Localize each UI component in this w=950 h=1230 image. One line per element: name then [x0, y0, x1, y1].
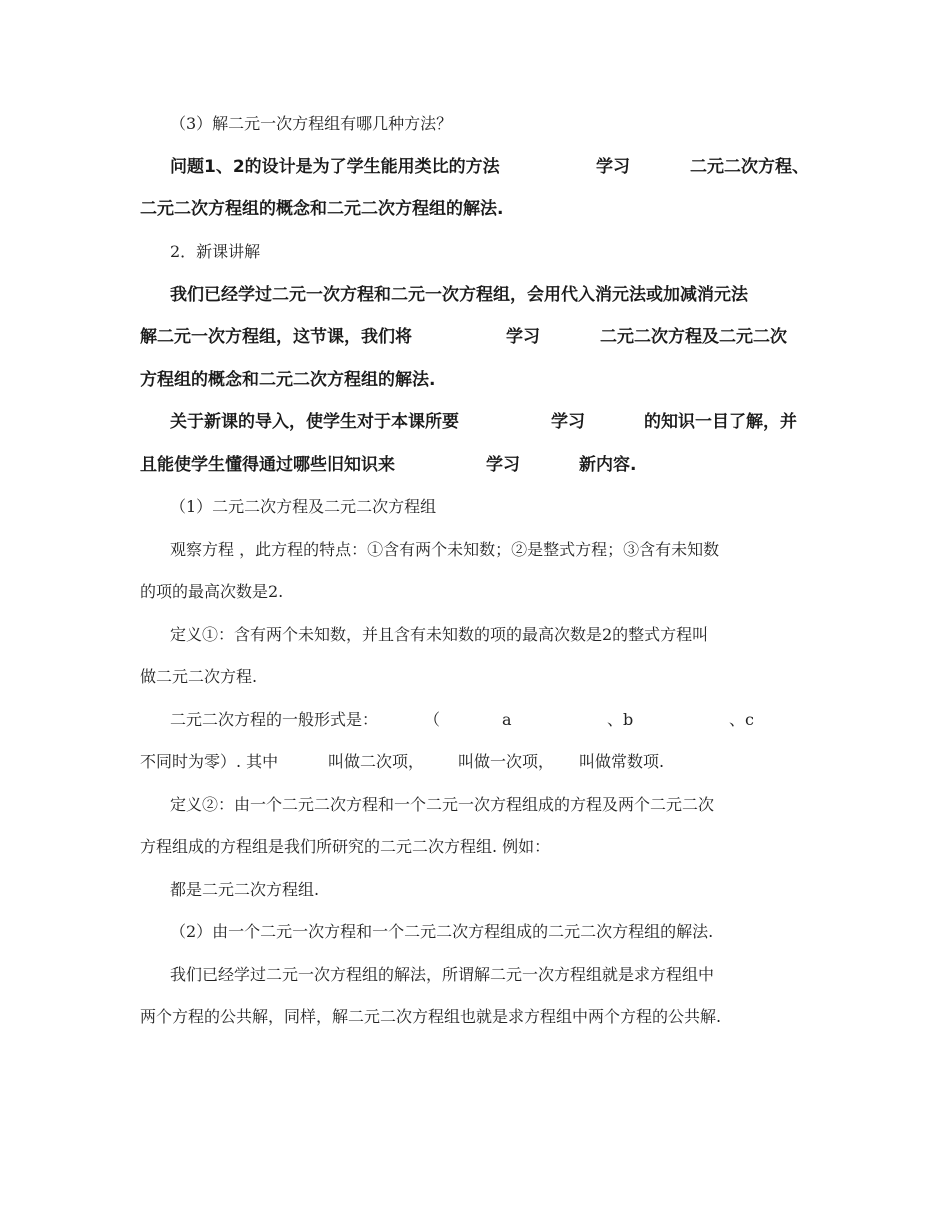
- para-lead-f: 新内容.: [579, 455, 637, 475]
- final-para-a: 我们已经学过二元一次方程组的解法，所谓解二元一次方程组就是求方程组中: [170, 965, 715, 984]
- general-form-g: 叫做二次项，: [328, 752, 425, 771]
- general-form-i: 叫做常数项.: [579, 752, 665, 771]
- para-design-c: 二元二次方程、: [690, 157, 809, 177]
- general-form-h: 叫做一次项，: [458, 752, 555, 771]
- definition-2-b: 方程组成的方程组是我们所研究的二元二次方程组. 例如：: [140, 837, 551, 856]
- section-new-lesson: 2．新课讲解: [170, 242, 261, 261]
- general-form-f: 不同时为零）. 其中: [140, 752, 279, 771]
- para-intro-b: 解二元一次方程组，这节课，我们将: [140, 327, 412, 347]
- definition-2-a: 定义②：由一个二元二次方程和一个二元一次方程组成的方程及两个二元二次: [170, 795, 715, 814]
- para-lead-c: 的知识一目了解，并: [644, 412, 797, 432]
- para-lead-a: 关于新课的导入，使学生对于本课所要: [170, 412, 459, 432]
- heading-2: （2）由一个二元一次方程和一个二元二次方程组成的二元二次方程组的解法.: [170, 922, 714, 941]
- para-design-d: 二元二次方程组的概念和二元二次方程组的解法.: [140, 199, 504, 219]
- general-form-d: 、b: [607, 710, 634, 729]
- para-design-a: 问题1、2的设计是为了学生能用类比的方法: [170, 157, 500, 177]
- para-lead-e: 学习: [486, 455, 520, 475]
- final-para-b: 两个方程的公共解，同样，解二元二次方程组也就是求方程组中两个方程的公共解.: [140, 1007, 722, 1026]
- para-design-b: 学习: [596, 157, 630, 177]
- definition-1-a: 定义①：含有两个未知数，并且含有未知数的项的最高次数是2的整式方程叫: [170, 625, 709, 644]
- general-form-a: 二元二次方程的一般形式是：: [170, 710, 379, 729]
- general-form-c: a: [502, 710, 512, 729]
- para-intro-e: 方程组的概念和二元二次方程组的解法.: [140, 370, 436, 390]
- heading-1: （1）二元二次方程及二元二次方程组: [170, 497, 437, 516]
- para-lead-d: 且能使学生懂得通过哪些旧知识来: [140, 455, 395, 475]
- definition-1-b: 做二元二次方程.: [140, 667, 258, 686]
- para-intro-d: 二元二次方程及二元二次: [600, 327, 787, 347]
- observe-a: 观察方程 ，此方程的特点：①含有两个未知数；②是整式方程；③含有未知数: [170, 540, 720, 559]
- para-lead-b: 学习: [551, 412, 585, 432]
- para-intro-a: 我们已经学过二元一次方程和二元一次方程组，会用代入消元法或加减消元法: [170, 285, 748, 305]
- general-form-b: （: [424, 710, 441, 729]
- general-form-e: 、c: [729, 710, 754, 729]
- question-3: （3）解二元一次方程组有哪几种方法？: [170, 114, 453, 133]
- example-note: 都是二元二次方程组.: [170, 880, 320, 899]
- observe-b: 的项的最高次数是2.: [140, 582, 284, 601]
- para-intro-c: 学习: [506, 327, 540, 347]
